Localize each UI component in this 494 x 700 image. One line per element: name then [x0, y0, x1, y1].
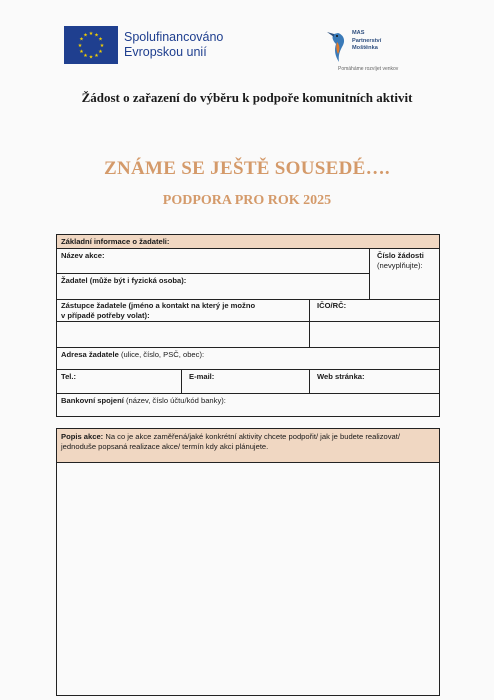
bank-label: [57, 394, 230, 408]
divider: [309, 369, 310, 393]
svg-text:★: ★: [77, 43, 83, 49]
event-description-header: [57, 429, 439, 463]
mas-line-3: Moštěnka: [352, 45, 378, 51]
mas-logo-text: [352, 30, 381, 53]
svg-text:★: ★: [94, 53, 99, 59]
website-label: Web stránka:: [317, 372, 365, 381]
document-subtitle: Žádost o zařazení do výběru k podpoře komunitních aktivit: [81, 90, 413, 105]
section-title: Základní informace o žadateli:: [61, 237, 170, 246]
event-name-label: Název akce:: [61, 251, 105, 260]
representative-line-2: v případě potřeby volat):: [61, 310, 150, 320]
request-number-label: Číslo žádosti: [377, 251, 424, 260]
bank-label-note: (název, číslo účtu/kód banky):: [123, 396, 226, 405]
svg-text:★: ★: [98, 36, 103, 43]
eu-flag-icon: [64, 26, 118, 64]
event-description-label: Popis akce:: [61, 432, 104, 441]
svg-text:★: ★: [98, 49, 103, 55]
svg-text:★: ★: [94, 32, 99, 39]
eu-line-1: Spolufinancováno: [124, 30, 224, 44]
bank-label-bold: Bankovní spojení: [61, 396, 124, 405]
divider: [181, 369, 182, 393]
svg-text:★: ★: [79, 36, 84, 43]
representative-label: [57, 299, 309, 322]
email-label: E-mail:: [189, 372, 215, 381]
kingfisher-logo-icon: [326, 29, 350, 65]
divider: [57, 321, 439, 322]
applicant-label: Žadatel (může být i fyzická osoba):: [61, 276, 187, 285]
eu-line-2: Evropskou unií: [124, 45, 207, 59]
svg-text:★: ★: [99, 43, 105, 49]
mas-slogan: Pomáháme rozvíjet venkov: [338, 66, 399, 72]
eu-cofinanced-text: [124, 30, 223, 60]
mas-line-2: Partnerství: [352, 37, 382, 44]
address-label: [57, 348, 208, 362]
svg-text:★: ★: [83, 53, 88, 59]
address-label-bold: Adresa žadatele: [61, 350, 119, 359]
address-label-note: (ulice, číslo, PSČ, obec):: [118, 350, 205, 359]
document-year-line: PODPORA PRO ROK 2025: [162, 193, 332, 208]
divider: [57, 369, 439, 370]
document-headline: ZNÁME SE JEŠTĚ SOUSEDÉ….: [104, 158, 390, 179]
divider: [369, 248, 370, 299]
svg-text:★: ★: [88, 54, 94, 61]
svg-text:★: ★: [88, 31, 94, 37]
event-description-box: [56, 428, 440, 696]
phone-label: Tel.:: [61, 372, 77, 381]
request-number-note: (nevyplňujte):: [377, 261, 423, 270]
divider: [309, 299, 310, 347]
svg-text:★: ★: [79, 49, 84, 55]
mas-line-1: MAS: [352, 30, 365, 36]
applicant-info-form: [56, 234, 440, 417]
ico-label: IČO/RČ:: [317, 301, 347, 310]
svg-text:★: ★: [83, 32, 88, 39]
event-description-instructions: Na co je akce zaměřená/jaké konkrétní aktivity chcete podpořit/ jak je budete realizovat/ jednoduše popsaná realizace akce/ termín kdy akci plánujete.: [61, 432, 400, 451]
representative-line-1: Zástupce žadatele (jméno a kontakt na který je možno: [61, 301, 256, 310]
